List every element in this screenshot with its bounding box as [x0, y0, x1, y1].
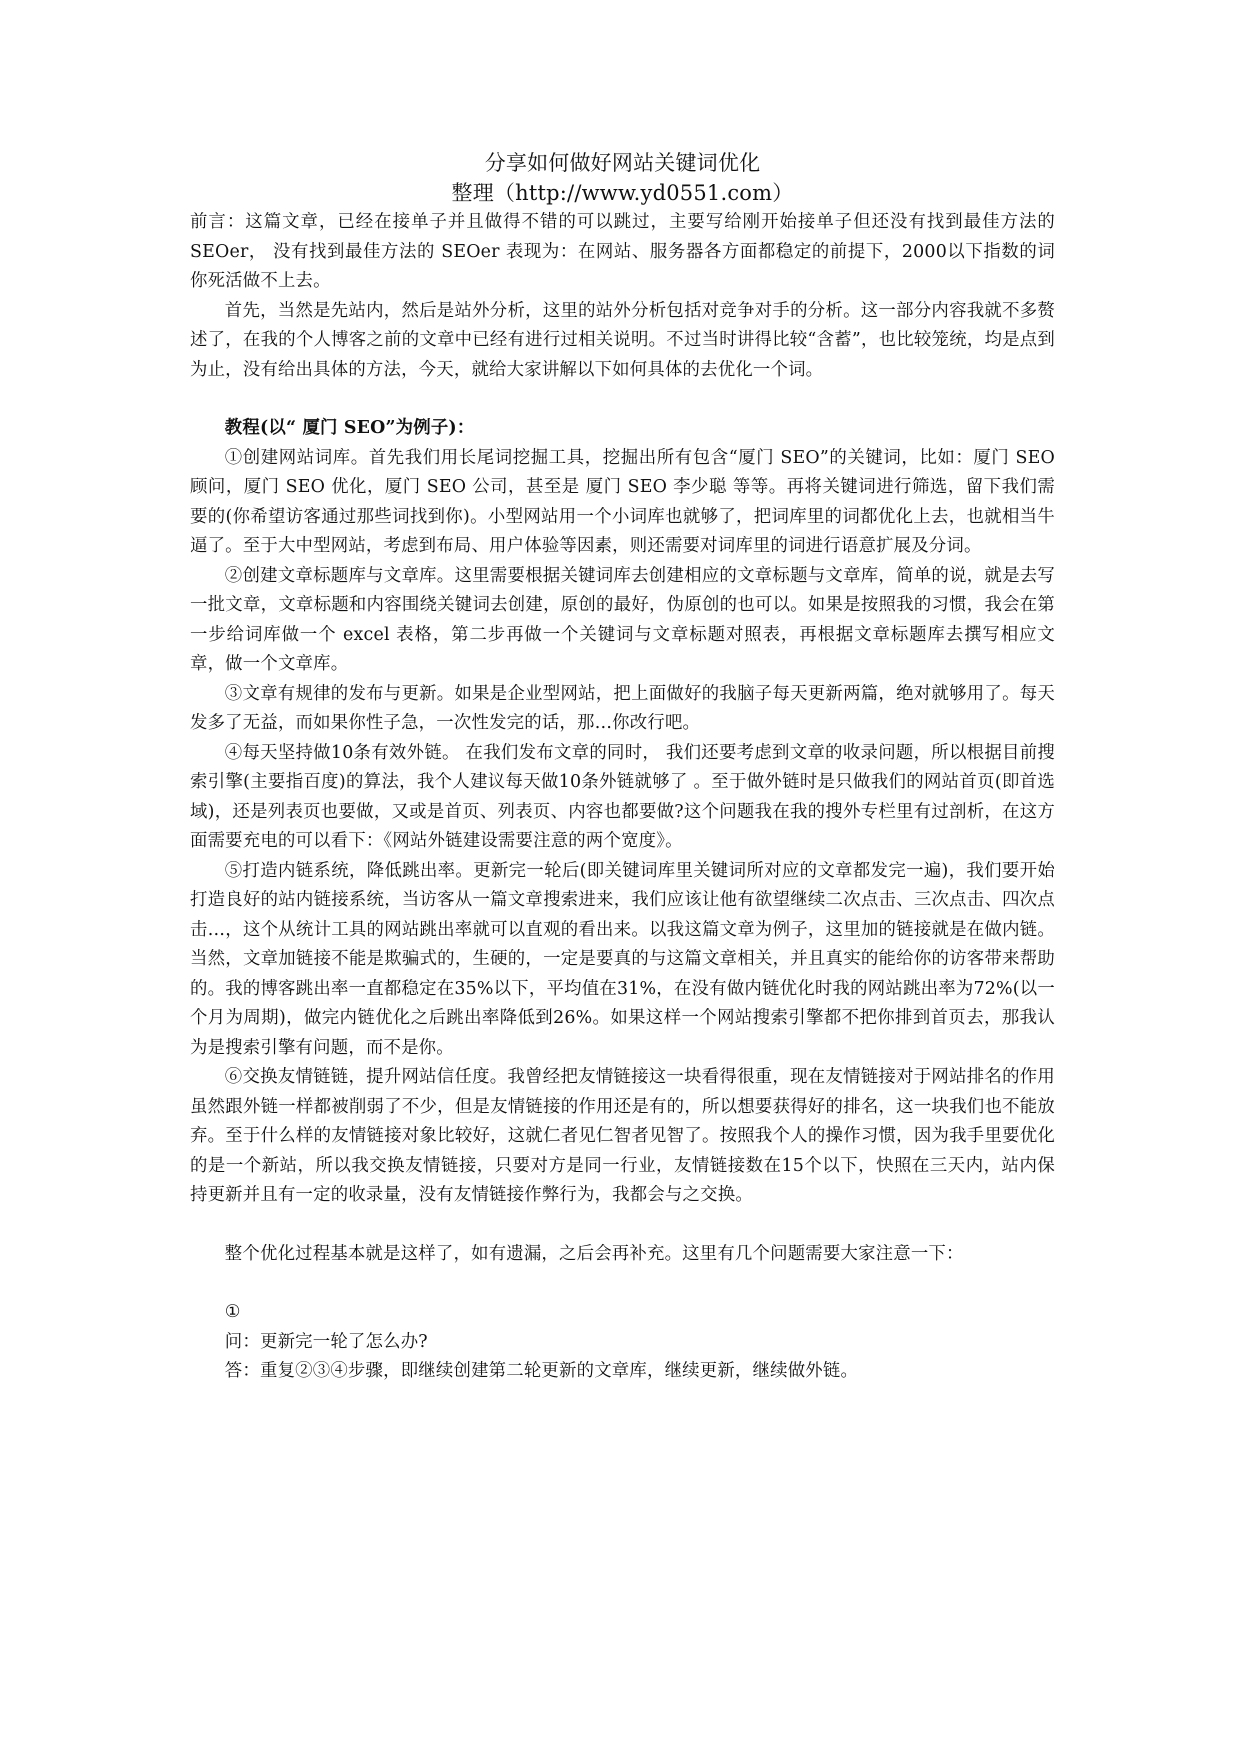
step-paragraph-4: ④每天坚持做10条有效外链。 在我们发布文章的同时， 我们还要考虑到文章的收录问题，所以根据目前搜索引擎(主要指百度)的算法，我个人建议每天做10条外链就够了 。至于做外链时是只做我们的网站首页(即首选域)，还是列表页也要做，又或是首页、列表页、内容也都要做?这个问题我在我的搜外专栏里有过剖析，在这方面需要充电的可以看下：《网站外链建设需要注意的两个宽度》。 — [190, 742, 1055, 851]
summary-paragraph: 整个优化过程基本就是这样了，如有遗漏，之后会再补充。这里有几个问题需要大家注意一下： — [224, 1243, 964, 1264]
document-title: 分享如何做好网站关键词优化 — [484, 151, 761, 175]
step-paragraph-3: ③文章有规律的发布与更新。如果是企业型网站，把上面做好的我脑子每天更新两篇，绝对就够用了。每天发多了无益，而如果你性子急，一次性发完的话，那…你改行吧。 — [190, 683, 1055, 733]
step-paragraph-2: ②创建文章标题库与文章库。这里需要根据关键词库去创建相应的文章标题与文章库，简单的说，就是去写一批文章，文章标题和内容围绕关键词去创建，原创的最好，伪原创的也可以。如果是按照我的习惯，我会在第一步给词库做一个 excel 表格，第二步再做一个关键词与文章标题对照表，再根据文章标题库去撰写相应文章，做一个文章库。 — [190, 565, 1055, 674]
tutorial-heading: 教程(以“ 厦门 SEO”为例子)： — [224, 418, 475, 438]
step-paragraph-5: ⑤打造内链系统，降低跳出率。更新完一轮后(即关键词库里关键词所对应的文章都发完一遍)，我们要开始打造良好的站内链接系统，当访客从一篇文章搜索进来，我们应该让他有欲望继续二次点击、三次点击、四次点击…，这个从统计工具的网站跳出率就可以直观的看出来。以我这篇文章为例子，这里加的链接就是在做内链。当然，文章加链接不能是欺骗式的，生硬的，一定是要真的与这篇文章相关，并且真实的能给你的访客带来帮助的。我的博客跳出率一直都稳定在35%以下，平均值在31%，在没有做内链优化时我的网站跳出率为72%(以一个月为周期)，做完内链优化之后跳出率降低到26%。如果这样一个网站搜索引擎都不把你排到首页去，那我认为是搜索引擎有问题，而不是你。 — [190, 860, 1055, 1058]
document-subtitle: 整理（http://www.yd0551.com） — [451, 181, 794, 205]
step-paragraph-1: ①创建网站词库。首先我们用长尾词挖掘工具，挖掘出所有包含“厦门 SEO”的关键词，比如：厦门 SEO 顾问，厦门 SEO 优化，厦门 SEO 公司，甚至是 厦门 SEO 李少聪 等等。再将关键词进行筛选，留下我们需要的(你希望访客通过那些词找到你)。小型网站用一个小词库也就够了，把词库里的词都优化上去，也就相当牛逼了。至于大中型网站，考虑到布局、用户体验等因素，则还需要对词库里的词进行语意扩展及分词。 — [190, 447, 1055, 556]
intro-paragraph: 首先，当然是先站内，然后是站外分析，这里的站外分析包括对竞争对手的分析。这一部分内容我就不多赘述了，在我的个人博客之前的文章中已经有进行过相关说明。不过当时讲得比较“含蓄”，也比较笼统，均是点到为止，没有给出具体的方法，今天，就给大家讲解以下如何具体的去优化一个词。 — [190, 300, 1055, 380]
step-paragraph-6: ⑥交换友情链链，提升网站信任度。我曾经把友情链接这一块看得很重，现在友情链接对于网站排名的作用虽然跟外链一样都被削弱了不少，但是友情链接的作用还是有的，所以想要获得好的排名，这一块我们也不能放弃。至于什么样的友情链接对象比较好，这就仁者见仁智者见智了。按照我个人的操作习惯，因为我手里要优化的是一个新站，所以我交换友情链接，只要对方是同一行业，友情链接数在15个以下，快照在三天内，站内保持更新并且有一定的收录量，没有友情链接作弊行为，我都会与之交换。 — [190, 1067, 1055, 1205]
preface-paragraph: 前言：这篇文章，已经在接单子并且做得不错的可以跳过，主要写给刚开始接单子但还没有找到最佳方法的 SEOer， 没有找到最佳方法的 SEOer 表现为：在网站、服务器各方面都稳定的前提下，2000以下指数的词你死活做不上去。 — [190, 212, 1055, 291]
qa-answer: 答：重复②③④步骤，即继续创建第二轮更新的文章库，继续更新，继续做外链。 — [224, 1361, 859, 1381]
document-content — [190, 148, 1055, 1387]
qa-section — [190, 1298, 1055, 1387]
qa-question: 问：更新完一轮了怎么办? — [224, 1331, 428, 1352]
qa-number: ① — [224, 1302, 241, 1322]
